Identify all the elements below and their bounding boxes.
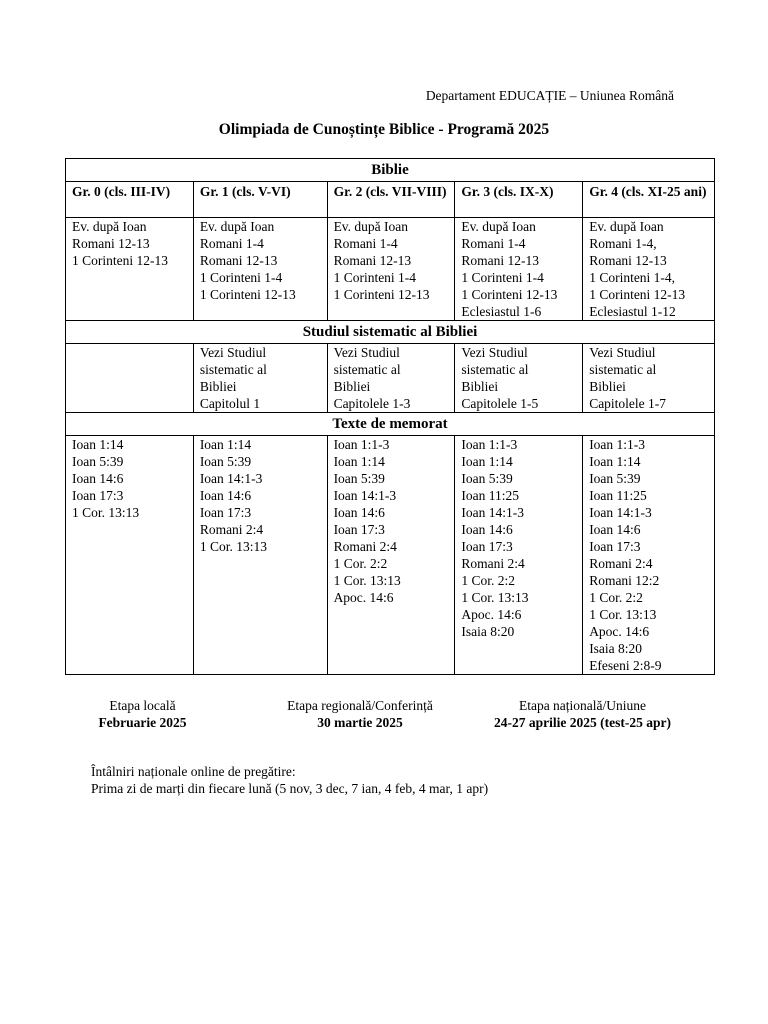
cell-line: Ioan 1:14 — [333, 454, 385, 469]
cell-line: sistematic al — [333, 362, 401, 377]
section-title-memorize: Texte de memorat — [66, 413, 715, 436]
cell-line: Isaia 8:20 — [461, 624, 515, 639]
cell-line: Apoc. 14:6 — [333, 590, 394, 605]
cell-line: 1 Corinteni 1-4 — [199, 270, 283, 285]
cell-line: Romani 2:4 — [333, 539, 397, 554]
cell-line: Ioan 17:3 — [461, 539, 513, 554]
cell-line: Romani 2:4 — [199, 522, 264, 537]
cell-line: Ioan 17:3 — [589, 539, 641, 554]
cell-line: Eclesiastul 1-6 — [461, 304, 542, 319]
column-header: Gr. 3 (cls. IX-X) — [455, 182, 583, 218]
table-cell — [583, 436, 715, 675]
column-header: Gr. 1 (cls. V-VI) — [193, 182, 327, 218]
table-cell — [193, 436, 327, 675]
cell-line: Ev. după Ioan — [72, 219, 147, 234]
cell-line: 1 Corinteni 12-13 — [199, 287, 296, 302]
cell-line: Ioan 14:6 — [461, 522, 513, 537]
meetings-title: Întâlniri naționale online de pregătire: — [91, 764, 296, 779]
table-cell — [455, 436, 583, 675]
cell-line: 1 Corinteni 12-13 — [589, 287, 686, 302]
section-row-bible — [66, 159, 715, 182]
meetings-detail: Prima zi de marți din fiecare lună (5 nov, 3 dec, 7 ian, 4 feb, 4 mar, 1 apr) — [91, 781, 489, 796]
cell-line: Ioan 5:39 — [589, 471, 641, 486]
cell-line: Romani 1-4, — [589, 236, 657, 251]
table-cell — [193, 344, 327, 413]
section-row-systematic — [66, 321, 715, 344]
cell-line: Ioan 17:3 — [333, 522, 385, 537]
cell-line: Ev. după Ioan — [589, 219, 664, 234]
section-title-bible: Biblie — [66, 159, 715, 182]
cell-line: Ioan 1:1-3 — [589, 437, 646, 452]
cell-line: 1 Cor. 13:13 — [461, 590, 529, 605]
table-cell — [455, 218, 583, 321]
cell-line: Capitolul 1 — [199, 396, 261, 411]
cell-line: 1 Cor. 2:2 — [461, 573, 516, 588]
online-meetings — [91, 763, 488, 797]
section-row-memorize — [66, 413, 715, 436]
column-header: Gr. 2 (cls. VII-VIII) — [327, 182, 455, 218]
cell-line: Bibliei — [461, 379, 499, 394]
systematic-row — [66, 344, 715, 413]
cell-line: Romani 1-4 — [333, 236, 398, 251]
table-cell — [327, 344, 455, 413]
stage-local — [65, 697, 220, 731]
cell-line: 1 Corinteni 1-4 — [461, 270, 544, 285]
cell-line: Ioan 14:1-3 — [333, 488, 397, 503]
table-cell — [66, 218, 194, 321]
cell-line: Romani 12-13 — [199, 253, 278, 268]
cell-line: 1 Corinteni 1-4, — [589, 270, 676, 285]
cell-line: Apoc. 14:6 — [589, 624, 650, 639]
cell-line: 1 Corinteni 1-4 — [333, 270, 417, 285]
stage-name: Etapa regională/Conferință — [287, 698, 433, 713]
cell-line: Ioan 1:14 — [199, 437, 252, 452]
table-cell — [583, 218, 715, 321]
cell-line: Romani 1-4 — [199, 236, 264, 251]
cell-line: Ioan 5:39 — [461, 471, 513, 486]
cell-line: 1 Cor. 13:13 — [199, 539, 267, 554]
cell-line: Ioan 1:1-3 — [461, 437, 518, 452]
cell-line: Romani 12-13 — [589, 253, 667, 268]
table-cell — [66, 436, 194, 675]
cell-line: Capitolele 1-5 — [461, 396, 539, 411]
cell-line: Vezi Studiul — [589, 345, 656, 360]
cell-line: 1 Cor. 13:13 — [72, 505, 140, 520]
cell-line: 1 Corinteni 12-13 — [333, 287, 430, 302]
cell-line: Romani 1-4 — [461, 236, 526, 251]
cell-line: Capitolele 1-3 — [333, 396, 411, 411]
cell-line: Isaia 8:20 — [589, 641, 643, 656]
cell-line: Vezi Studiul — [461, 345, 528, 360]
cell-line: Efeseni 2:8-9 — [589, 658, 662, 673]
cell-line: Ioan 5:39 — [199, 454, 252, 469]
cell-line: Ev. după Ioan — [461, 219, 536, 234]
cell-line: Ev. după Ioan — [199, 219, 275, 234]
cell-line: Romani 12-13 — [72, 236, 150, 251]
cell-line: Ioan 5:39 — [72, 454, 124, 469]
department-header: Departament EDUCAȚIE – Uniunea Română — [425, 88, 674, 103]
cell-line: Ioan 14:1-3 — [461, 505, 524, 520]
column-header: Gr. 4 (cls. XI-25 ani) — [583, 182, 715, 218]
cell-line: Romani 2:4 — [589, 556, 653, 571]
cell-line: sistematic al — [461, 362, 529, 377]
cell-line: Romani 12-13 — [461, 253, 539, 268]
section-title-systematic: Studiul sistematic al Bibliei — [66, 321, 715, 344]
cell-line: Romani 2:4 — [461, 556, 525, 571]
stage-date: Februarie 2025 — [98, 715, 187, 730]
cell-line: Ioan 14:6 — [72, 471, 124, 486]
cell-line: Ev. după Ioan — [333, 219, 409, 234]
cell-line: Bibliei — [333, 379, 371, 394]
cell-line: Romani 12:2 — [589, 573, 660, 588]
cell-line: Ioan 5:39 — [333, 471, 385, 486]
cell-line: sistematic al — [589, 362, 657, 377]
cell-line: Ioan 1:1-3 — [333, 437, 390, 452]
cell-line: Ioan 14:6 — [199, 488, 252, 503]
bible-row — [66, 218, 715, 321]
cell-line: Ioan 14:1-3 — [589, 505, 652, 520]
cell-line: Ioan 14:1-3 — [199, 471, 263, 486]
cell-line: Ioan 1:14 — [589, 454, 641, 469]
table-cell — [327, 436, 455, 675]
stage-date: 24-27 aprilie 2025 (test-25 apr) — [494, 715, 671, 730]
cell-line: Ioan 17:3 — [199, 505, 252, 520]
cell-line: Ioan 11:25 — [461, 488, 519, 503]
program-table — [65, 158, 715, 675]
table-cell — [193, 218, 327, 321]
cell-line: Capitolele 1-7 — [589, 396, 667, 411]
stage-name: Etapa națională/Uniune — [518, 698, 647, 713]
cell-line: Romani 12-13 — [333, 253, 412, 268]
stage-name: Etapa locală — [109, 698, 176, 713]
cell-line: Ioan 1:14 — [461, 454, 513, 469]
cell-line: Bibliei — [589, 379, 626, 394]
stage-regional — [255, 697, 465, 731]
cell-line: Ioan 11:25 — [589, 488, 647, 503]
cell-line: Vezi Studiul — [333, 345, 400, 360]
cell-line: Ioan 14:6 — [333, 505, 385, 520]
cell-line: 1 Corinteni 12-13 — [461, 287, 558, 302]
cell-line: Ioan 17:3 — [72, 488, 124, 503]
stage-national — [465, 697, 700, 731]
column-header: Gr. 0 (cls. III-IV) — [66, 182, 194, 218]
cell-line: Ioan 14:6 — [589, 522, 641, 537]
cell-line: 1 Cor. 13:13 — [589, 607, 657, 622]
cell-line: Bibliei — [199, 379, 237, 394]
cell-line: Eclesiastul 1-12 — [589, 304, 676, 319]
stage-date: 30 martie 2025 — [317, 715, 403, 730]
memorize-row — [66, 436, 715, 675]
grade-header-row — [66, 182, 715, 218]
table-cell — [455, 344, 583, 413]
table-cell — [327, 218, 455, 321]
cell-line: Ioan 1:14 — [72, 437, 124, 452]
cell-line: Apoc. 14:6 — [461, 607, 522, 622]
table-cell — [66, 344, 194, 413]
cell-line: sistematic al — [199, 362, 267, 377]
cell-line: 1 Cor. 2:2 — [589, 590, 643, 605]
cell-line: Vezi Studiul — [199, 345, 267, 360]
cell-line: 1 Cor. 13:13 — [333, 573, 401, 588]
cell-line: 1 Corinteni 12-13 — [72, 253, 168, 268]
page-title: Olimpiada de Cunoștințe Biblice - Programă 2025 — [218, 121, 550, 138]
table-cell — [583, 344, 715, 413]
cell-line: 1 Cor. 2:2 — [333, 556, 388, 571]
